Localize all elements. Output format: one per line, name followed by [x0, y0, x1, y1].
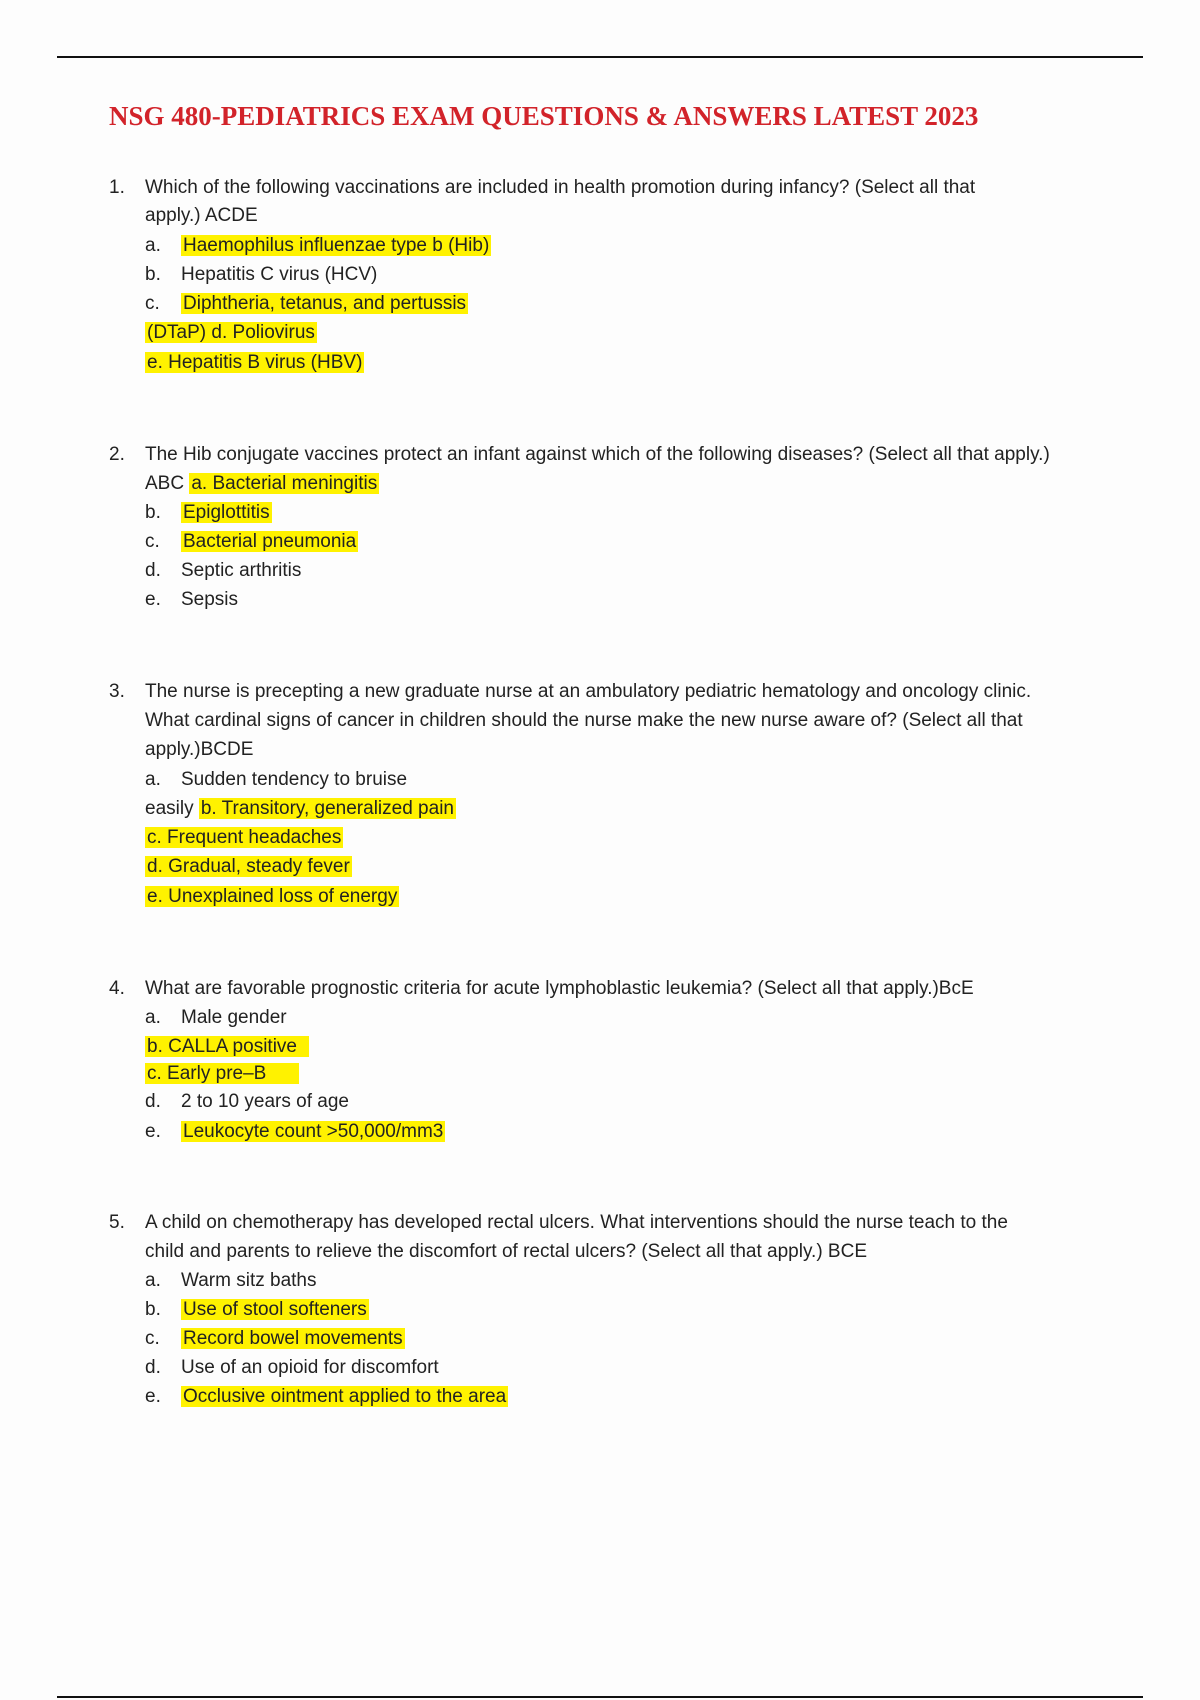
option-e — [145, 1120, 445, 1144]
option-letter: a. — [145, 769, 161, 790]
option-letter: e. — [145, 589, 161, 610]
option-letter: c. — [145, 1328, 160, 1349]
question-stem: Which of the following vaccinations are included in health promotion during infancy? (Select all that — [145, 177, 976, 198]
option-letter: e. — [145, 1386, 161, 1407]
question-number: 2. — [109, 444, 125, 465]
option-c — [145, 292, 468, 316]
question-stem-cont: What cardinal signs of cancer in children should the nurse make the new nurse aware of? (Select all that — [145, 710, 1023, 731]
option-e — [145, 1385, 508, 1409]
option-text-highlighted: b. CALLA positive — [145, 1036, 309, 1057]
option-text: easily — [145, 798, 194, 819]
option-letter: e. — [145, 1121, 161, 1142]
option-d — [145, 1090, 349, 1114]
option-d — [145, 559, 301, 583]
option-text-highlighted: c. Frequent headaches — [147, 827, 342, 848]
option-text-highlighted: Leukocyte count >50,000/mm3 — [183, 1121, 444, 1142]
option-letter: c. — [145, 293, 160, 314]
question-stem: The Hib conjugate vaccines protect an infant against which of the following diseases? (Select all that apply.) — [145, 444, 1050, 465]
option-c-wrap — [145, 321, 317, 345]
option-letter: d. — [145, 1357, 161, 1378]
option-letter: a. — [145, 1007, 161, 1028]
option-c — [145, 1062, 299, 1086]
option-letter: a. — [145, 1270, 161, 1291]
bottom-rule — [57, 1696, 1143, 1698]
option-text-highlighted: b. Transitory, generalized pain — [200, 798, 454, 819]
page-title: NSG 480-PEDIATRICS EXAM QUESTIONS & ANSWERS LATEST 2023 — [109, 101, 979, 131]
option-letter: b. — [145, 1299, 161, 1320]
option-text: Male gender — [181, 1007, 287, 1028]
option-text-highlighted: e. Unexplained loss of energy — [147, 886, 398, 907]
option-text-highlighted: (DTaP) d. Poliovirus — [147, 322, 315, 343]
option-b — [145, 501, 272, 525]
option-text: Hepatitis C virus (HCV) — [181, 264, 378, 285]
option-text: Sepsis — [181, 589, 239, 610]
question-stem: A child on chemotherapy has developed rectal ulcers. What interventions should the nurse teach to the — [145, 1212, 1008, 1233]
option-c — [145, 826, 343, 850]
option-b — [145, 1298, 369, 1322]
option-a — [145, 234, 491, 258]
option-text-highlighted: Diphtheria, tetanus, and pertussis — [183, 293, 467, 314]
option-text-highlighted: a. Bacterial meningitis — [191, 473, 378, 494]
question-stem-cont: apply.) ACDE — [145, 205, 258, 226]
option-b — [145, 1035, 309, 1059]
option-text: Use of an opioid for discomfort — [181, 1357, 439, 1378]
option-a — [145, 1269, 317, 1293]
option-c — [145, 530, 358, 554]
option-b — [145, 263, 377, 287]
option-text-highlighted — [145, 352, 364, 373]
question-number: 1. — [109, 177, 125, 198]
option-e — [145, 885, 399, 909]
option-d — [145, 1356, 439, 1380]
option-letter: c. — [145, 531, 160, 552]
option-text-highlighted: Occlusive ointment applied to the area — [183, 1386, 507, 1407]
top-rule — [57, 56, 1143, 58]
question-number: 3. — [109, 681, 125, 702]
option-text-highlighted: c. Early pre–B — [145, 1063, 299, 1084]
question-number: 4. — [109, 978, 125, 999]
option-text: Warm sitz baths — [181, 1270, 317, 1291]
option-text-highlighted: Bacterial pneumonia — [183, 531, 357, 552]
option-a-wrap — [145, 797, 456, 821]
option-text: Septic arthritis — [181, 560, 302, 581]
option-letter: b. — [145, 502, 161, 523]
option-letter: b. — [145, 264, 161, 285]
option-letter: e. — [147, 352, 163, 373]
option-letter: a. — [145, 235, 161, 256]
option-text-highlighted: Use of stool softeners — [183, 1299, 367, 1320]
option-e — [145, 588, 238, 612]
question-stem-cont — [145, 472, 379, 496]
option-text-highlighted: Haemophilus influenzae type b (Hib) — [183, 235, 490, 256]
option-text: Hepatitis B virus (HBV) — [168, 352, 363, 373]
option-text: Sudden tendency to bruise — [181, 769, 408, 790]
answer-key: ABC — [145, 473, 185, 494]
option-letter: d. — [145, 1091, 161, 1112]
question-number: 5. — [109, 1212, 125, 1233]
option-text: 2 to 10 years of age — [181, 1091, 349, 1112]
option-d — [145, 855, 352, 879]
option-e — [145, 351, 364, 375]
option-text-highlighted: d. Gradual, steady fever — [147, 856, 350, 877]
option-text-highlighted: Record bowel movements — [183, 1328, 403, 1349]
option-c — [145, 1327, 405, 1351]
option-a — [145, 1006, 287, 1030]
question-stem-cont: child and parents to relieve the discomfort of rectal ulcers? (Select all that apply.) BCE — [145, 1241, 867, 1262]
question-stem: The nurse is precepting a new graduate nurse at an ambulatory pediatric hematology and oncology clinic. — [145, 681, 1032, 702]
question-stem: What are favorable prognostic criteria for acute lymphoblastic leukemia? (Select all that apply.)BcE — [145, 978, 974, 999]
option-letter: d. — [145, 560, 161, 581]
option-text-highlighted: Epiglottitis — [183, 502, 270, 523]
option-a — [145, 768, 407, 792]
question-stem-cont: apply.)BCDE — [145, 739, 254, 760]
